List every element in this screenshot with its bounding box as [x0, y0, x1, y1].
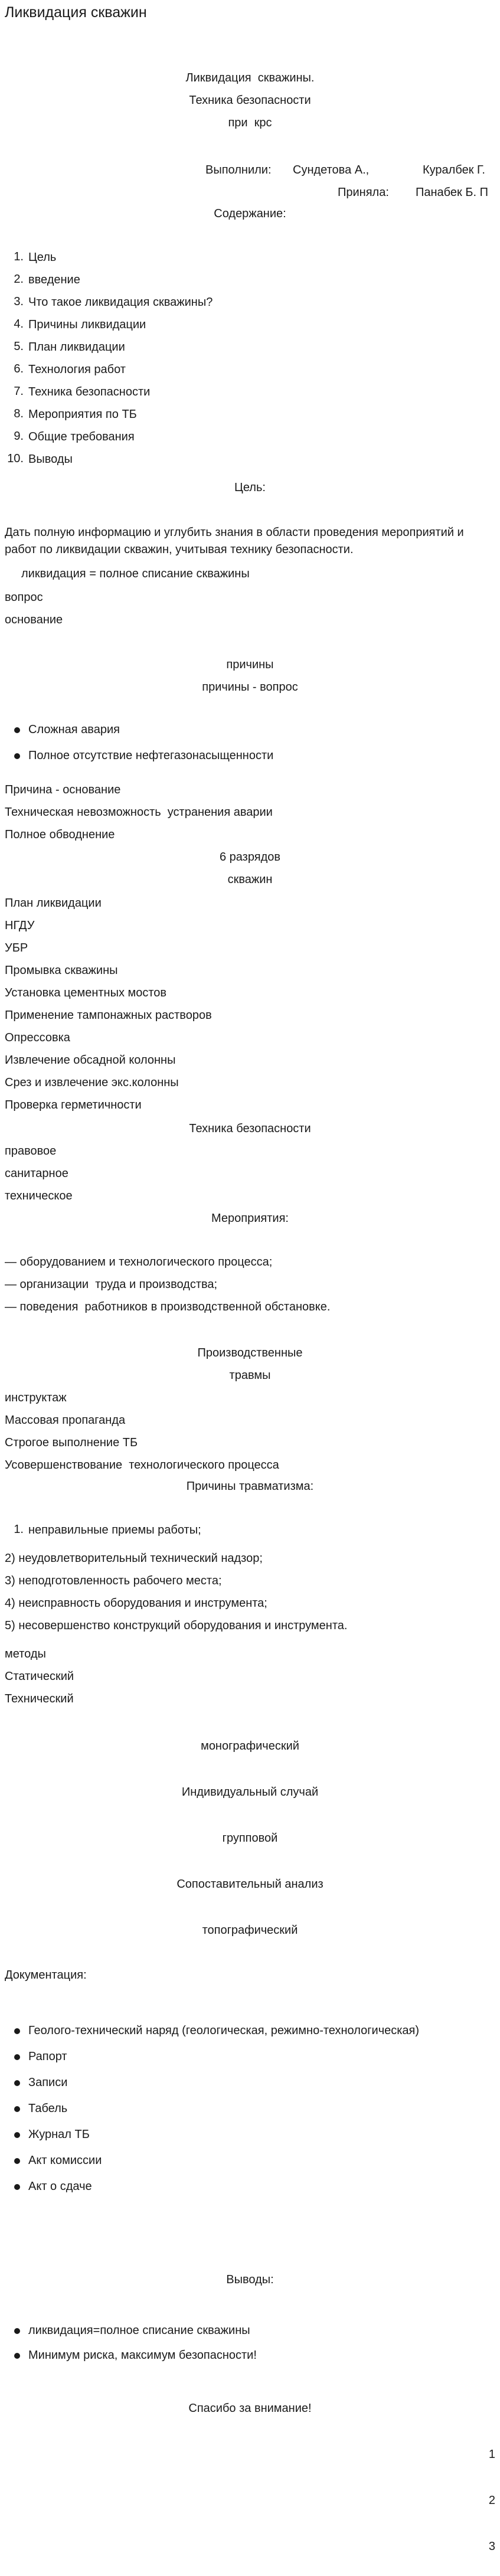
- contents-item: План ликвидации: [28, 341, 125, 354]
- reasons-heading: причины: [226, 658, 274, 671]
- accepted-name: Панабек Б. П: [416, 186, 488, 199]
- plan-line: Срез и извлечение экс.колонны: [5, 1076, 179, 1089]
- doc-item: Геолого-технический наряд (геологическая, режимно-технологическая): [28, 2024, 420, 2037]
- cause-first: неправильные приемы работы;: [28, 1524, 201, 1537]
- heading-line-2: Техника безопасности: [189, 94, 311, 107]
- bullet-icon: [14, 2328, 20, 2334]
- page-number-2: 2: [488, 2494, 495, 2507]
- method-line: Технический: [5, 1692, 74, 1705]
- heading-line-3: при крс: [228, 116, 272, 129]
- method-centered: Индивидуальный случай: [181, 1786, 319, 1799]
- plan-line: Установка цементных мостов: [5, 986, 167, 999]
- bullet-icon: [14, 2106, 20, 2112]
- measures-heading: Мероприятия:: [211, 1212, 289, 1225]
- measure-line: — поведения работников в производственной обстановке.: [5, 1300, 331, 1313]
- contents-item: Цель: [28, 251, 57, 264]
- injury-line: Усовершенствование технологического процесса: [5, 1459, 279, 1472]
- contents-item: Общие требования: [28, 430, 135, 443]
- goal-heading: Цель:: [234, 481, 266, 494]
- cause-line: 5) несовершенство конструкций оборудования и инструмента.: [5, 1619, 348, 1632]
- plan-line: План ликвидации: [5, 897, 102, 910]
- plan-line: НГДУ: [5, 919, 35, 932]
- injuries-subheading: травмы: [229, 1369, 271, 1382]
- page-title: Ликвидация скважин: [5, 4, 147, 21]
- bullet-icon: [14, 2028, 20, 2034]
- plan-line: Извлечение обсадной колонны: [5, 1054, 176, 1067]
- plan-line: Применение тампонажных растворов: [5, 1009, 212, 1022]
- doc-item: Акт о сдаче: [28, 2180, 92, 2193]
- goal-note: ликвидация = полное списание скважины: [21, 567, 250, 580]
- contents-item: Техника безопасности: [28, 385, 151, 398]
- measure-line: — организации труда и производства;: [5, 1278, 218, 1291]
- plan-line: Опрессовка: [5, 1031, 70, 1044]
- contents-item-number: 1.: [14, 250, 24, 263]
- doc-item: Журнал ТБ: [28, 2128, 90, 2141]
- cause-line: 3) неподготовленность рабочего места;: [5, 1574, 222, 1587]
- bullet-icon: [14, 727, 20, 733]
- method-centered: топографический: [202, 1924, 298, 1937]
- contents-item: Выводы: [28, 453, 73, 466]
- performed-name-1: Сундетова А.,: [293, 164, 370, 176]
- injuries-heading: Производственные: [197, 1346, 303, 1359]
- page-number-1: 1: [488, 2448, 495, 2461]
- injury-line: инструктаж: [5, 1391, 67, 1404]
- goal-text: Дать полную информацию и углубить знания в области проведения мероприятий и работ по ликвидации скважин, учитывая технику безопасности.: [5, 526, 464, 556]
- contents-item-number: 3.: [14, 295, 24, 308]
- cause-number: 1.: [14, 1523, 24, 1536]
- bullet-icon: [14, 2080, 20, 2086]
- method-line: Статический: [5, 1670, 74, 1683]
- causes-heading: Причины травматизма:: [186, 1480, 314, 1493]
- bullet-icon: [14, 2054, 20, 2060]
- bullet-icon: [14, 2132, 20, 2138]
- contents-item-number: 6.: [14, 362, 24, 375]
- conclusion-item: ликвидация=полное списание скважины: [28, 2324, 250, 2337]
- contents-item-number: 4.: [14, 318, 24, 331]
- plan-line: Промывка скважины: [5, 964, 118, 977]
- contents-heading: Содержание:: [214, 207, 286, 220]
- method-centered: групповой: [222, 1832, 278, 1845]
- reason-item: Полное отсутствие нефтегазонасыщенности: [28, 749, 274, 762]
- reason-line: Техническая невозможность устранения аварии: [5, 806, 273, 819]
- contents-item: Технология работ: [28, 363, 126, 376]
- safety-line: правовое: [5, 1145, 57, 1158]
- accepted-label: Приняла:: [338, 186, 389, 199]
- contents-item-number: 10.: [7, 452, 24, 465]
- plan-line: УБР: [5, 942, 28, 954]
- safety-line: санитарное: [5, 1167, 68, 1180]
- injury-line: Массовая пропаганда: [5, 1414, 126, 1427]
- categories-heading: 6 разрядов: [219, 851, 281, 864]
- contents-item-number: 9.: [14, 430, 24, 443]
- contents-item: Что такое ликвидация скважины?: [28, 296, 213, 309]
- reason-line: Причина - основание: [5, 783, 121, 796]
- page-number-3: 3: [488, 2540, 495, 2553]
- thanks-text: Спасибо за внимание!: [188, 2402, 312, 2415]
- goal-word-question: вопрос: [5, 591, 43, 604]
- injury-line: Строгое выполнение ТБ: [5, 1436, 138, 1449]
- safety-line: техническое: [5, 1189, 73, 1202]
- cause-line: 2) неудовлетворительный технический надзор;: [5, 1552, 263, 1565]
- doc-item: Рапорт: [28, 2050, 67, 2063]
- reasons-subheading: причины - вопрос: [202, 681, 298, 694]
- doc-item: Табель: [28, 2102, 68, 2115]
- doc-item: Записи: [28, 2076, 68, 2089]
- goal-word-basis: основание: [5, 613, 63, 626]
- bullet-icon: [14, 2353, 20, 2359]
- contents-item-number: 2.: [14, 273, 24, 286]
- measure-line: — оборудованием и технологического процесса;: [5, 1256, 273, 1269]
- method-centered: монографический: [201, 1740, 299, 1753]
- heading-line-1: Ликвидация скважины.: [185, 71, 315, 84]
- docs-heading: Документация:: [5, 1969, 87, 1982]
- method-line: методы: [5, 1647, 46, 1660]
- conclusions-heading: Выводы:: [226, 2273, 274, 2286]
- bullet-icon: [14, 2158, 20, 2164]
- plan-line: Проверка герметичности: [5, 1099, 142, 1112]
- conclusion-item: Минимум риска, максимум безопасности!: [28, 2349, 257, 2362]
- contents-item-number: 5.: [14, 340, 24, 353]
- contents-item-number: 8.: [14, 407, 24, 420]
- performed-label: Выполнили:: [205, 164, 272, 176]
- contents-item: введение: [28, 273, 80, 286]
- cause-line: 4) неисправность оборудования и инструмента;: [5, 1597, 267, 1610]
- doc-item: Акт комиссии: [28, 2154, 102, 2167]
- safety-heading: Техника безопасности: [189, 1122, 311, 1135]
- reason-line: Полное обводнение: [5, 828, 115, 841]
- reason-item: Сложная авария: [28, 723, 120, 736]
- bullet-icon: [14, 2184, 20, 2190]
- bullet-icon: [14, 753, 20, 759]
- contents-item: Мероприятия по ТБ: [28, 408, 137, 421]
- method-centered: Сопоставительный анализ: [177, 1878, 323, 1891]
- performed-name-2: Куралбек Г.: [423, 164, 485, 176]
- categories-subheading: скважин: [227, 873, 273, 886]
- contents-item-number: 7.: [14, 385, 24, 398]
- contents-item: Причины ликвидации: [28, 318, 146, 331]
